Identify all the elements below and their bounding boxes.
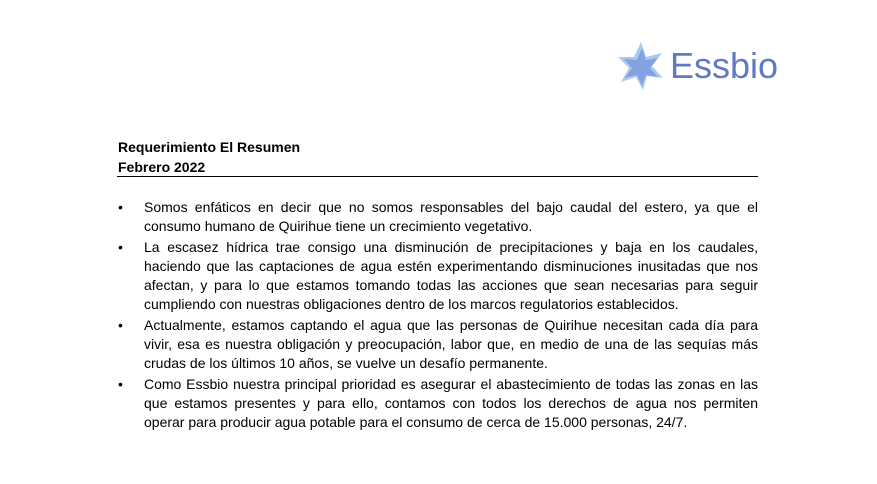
bullet-icon: • [118, 199, 123, 215]
essbio-logo [615, 40, 779, 92]
list-item [117, 198, 758, 237]
bullet-text: Somos enfáticos en decir que no somos responsables del bajo caudal del estero, ya que el consumo humano de Quirihue tiene un crecimiento vegetativo. [144, 199, 758, 235]
bullet-list [117, 198, 758, 434]
header-divider [117, 176, 758, 177]
list-item [117, 316, 758, 374]
bullet-text: Actualmente, estamos captando el agua que las personas de Quirihue necesitan cada día para vivir, esa es nuestra obligación y preocupación, labor que, en medio de una de las sequías más crudas de los últimos 10 años, se vuelve un desafío permanente. [144, 316, 758, 372]
bullet-icon: • [118, 238, 123, 255]
bullet-icon: • [118, 375, 123, 392]
bullet-text: Como Essbio nuestra principal prioridad es asegurar el abastecimiento de todas las zonas en las que estamos presentes y para ello, contamos con todos los derechos de agua nos permiten operar para producir agua potable para el consumo de cerca de 15.000 personas, 24/7. [144, 375, 758, 431]
document-date: Febrero 2022 [118, 159, 206, 175]
bullet-icon: • [118, 316, 123, 333]
document-header [118, 137, 758, 177]
star-logo-icon [615, 40, 667, 92]
logo-wordmark: Essbio [670, 45, 779, 86]
document-title: Requerimiento El Resumen [118, 139, 301, 155]
list-item [117, 238, 758, 315]
bullet-text: La escasez hídrica trae consigo una disminución de precipitaciones y baja en los caudales, haciendo que las captaciones de agua estén experimentando disminuciones inusitadas que nos afectan, y para lo que estamos tomando todas las acciones que sean necesarias para seguir cumpliendo con nuestras obligaciones dentro de los marcos regulatorios establecidos. [144, 238, 758, 313]
list-item [117, 375, 758, 433]
